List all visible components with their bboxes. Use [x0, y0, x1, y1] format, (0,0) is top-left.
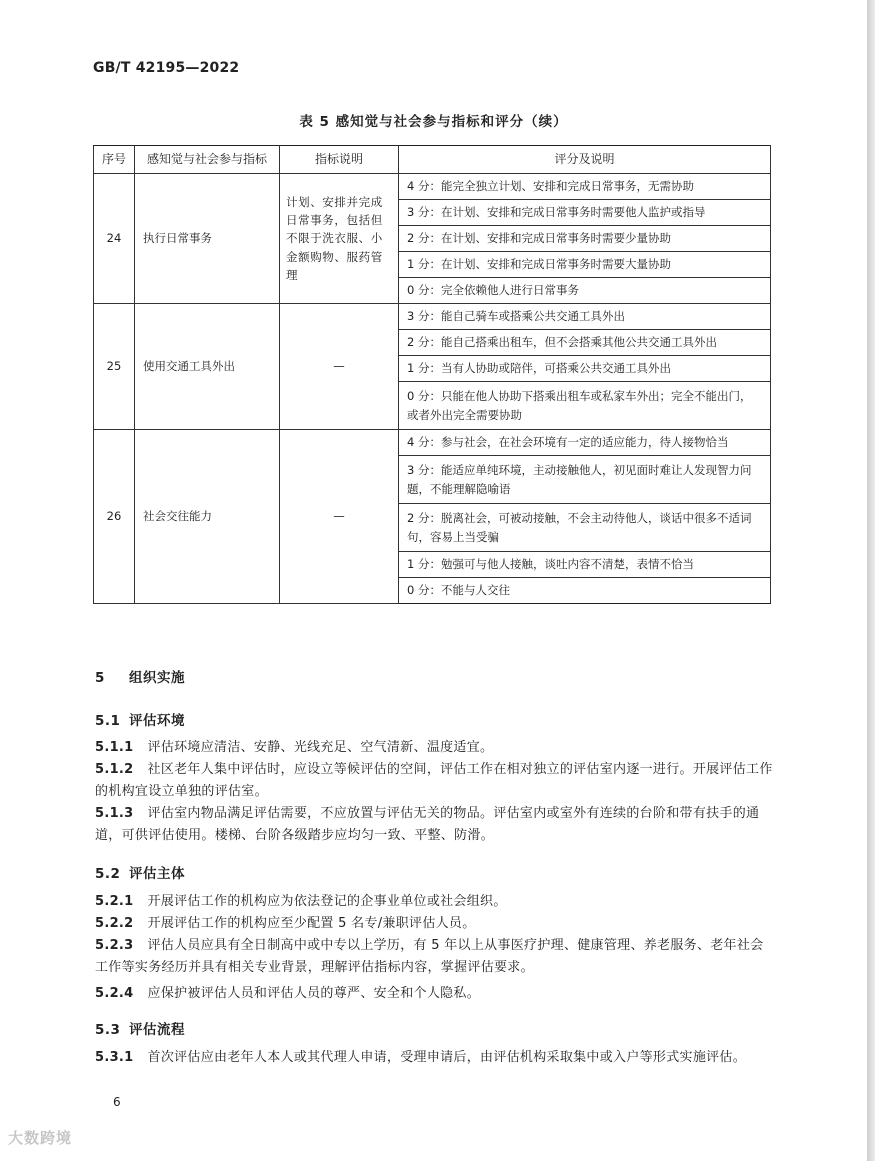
clause-text: 评估人员应具有全日制高中或中专以上学历，有 5 年以上从事医疗护理、健康管理、养老服务、老年社会工作等实务经历并具有相关专业背景，理解评估指标内容，掌握评估要求。 — [95, 938, 764, 975]
indicator-description: 计划、安排并完成日常事务，包括但不限于洗衣服、小金额购物、服药管理 — [280, 174, 399, 304]
section-title: 评估环境 — [129, 713, 185, 729]
clause-paragraph — [95, 935, 775, 979]
clause-paragraph — [95, 737, 775, 759]
clause-paragraph — [95, 803, 775, 847]
clause-paragraph — [95, 891, 775, 913]
clause-paragraph — [95, 913, 775, 935]
column-header: 序号 — [94, 146, 135, 174]
section-number: 5.2 — [95, 866, 121, 882]
clause-number: 5.1.2 — [95, 762, 134, 777]
score-item: 3 分：在计划、安排和完成日常事务时需要他人监护或指导 — [399, 200, 771, 226]
section-number: 5 — [95, 670, 105, 686]
score-item: 2 分：脱离社会，可被动接触，不会主动待他人，谈话中很多不适词句，容易上当受骗 — [399, 504, 771, 552]
clause-number: 5.3.1 — [95, 1050, 134, 1065]
column-header: 感知觉与社会参与指标 — [135, 146, 280, 174]
clause-paragraph — [95, 1047, 775, 1069]
clause-number: 5.2.3 — [95, 938, 134, 953]
clause-text: 开展评估工作的机构应为依法登记的企事业单位或社会组织。 — [147, 894, 507, 909]
score-item: 0 分：完全依赖他人进行日常事务 — [399, 278, 771, 304]
clause-paragraph — [95, 759, 775, 803]
indicator-name: 社会交往能力 — [135, 430, 280, 604]
indicator-description: — — [280, 304, 399, 430]
standard-code: GB/T 42195—2022 — [93, 60, 240, 76]
row-number: 25 — [94, 304, 135, 430]
clause-number: 5.2.1 — [95, 894, 134, 909]
column-header: 评分及说明 — [399, 146, 771, 174]
score-item: 2 分：能自己搭乘出租车，但不会搭乘其他公共交通工具外出 — [399, 330, 771, 356]
section-title: 评估流程 — [129, 1022, 185, 1038]
clause-text: 评估室内物品满足评估需要，不应放置与评估无关的物品。评估室内或室外有连续的台阶和带有扶手的通道，可供评估使用。楼梯、台阶各级踏步应均匀一致、平整、防滑。 — [95, 806, 760, 843]
table-row — [94, 304, 771, 330]
page-edge-shadow — [867, 0, 875, 1161]
score-item: 2 分：在计划、安排和完成日常事务时需要少量协助 — [399, 226, 771, 252]
clause-text: 社区老年人集中评估时，应设立等候评估的空间，评估工作在相对独立的评估室内逐一进行。开展评估工作的机构宜设立单独的评估室。 — [95, 762, 773, 799]
clause-text: 首次评估应由老年人本人或其代理人申请，受理申请后，由评估机构采取集中或入户等形式实施评估。 — [147, 1050, 747, 1065]
score-item: 4 分：能完全独立计划、安排和完成日常事务，无需协助 — [399, 174, 771, 200]
row-number: 26 — [94, 430, 135, 604]
indicator-description: — — [280, 430, 399, 604]
score-item: 0 分：只能在他人协助下搭乘出租车或私家车外出；完全不能出门，或者外出完全需要协助 — [399, 382, 771, 430]
watermark: 大数跨境 — [8, 1129, 73, 1147]
indicator-name: 执行日常事务 — [135, 174, 280, 304]
indicator-table — [93, 145, 771, 604]
column-header: 指标说明 — [280, 146, 399, 174]
section-heading — [95, 1018, 185, 1038]
score-item: 3 分：能适应单纯环境，主动接触他人，初见面时难让人发现智力问题，不能理解隐喻语 — [399, 456, 771, 504]
clause-number: 5.2.4 — [95, 986, 134, 1001]
clause-text: 开展评估工作的机构应至少配置 5 名专/兼职评估人员。 — [147, 916, 476, 931]
section-heading — [95, 709, 185, 729]
row-number: 24 — [94, 174, 135, 304]
clause-text: 应保护被评估人员和评估人员的尊严、安全和个人隐私。 — [147, 986, 481, 1001]
score-item: 1 分：当有人协助或陪伴，可搭乘公共交通工具外出 — [399, 356, 771, 382]
clause-number: 5.2.2 — [95, 916, 134, 931]
section-number: 5.3 — [95, 1022, 121, 1038]
score-item: 0 分：不能与人交往 — [399, 578, 771, 604]
table-row — [94, 430, 771, 456]
clause-number: 5.1.1 — [95, 740, 134, 755]
score-item: 4 分：参与社会，在社会环境有一定的适应能力，待人接物恰当 — [399, 430, 771, 456]
clause-text: 评估环境应清洁、安静、光线充足、空气清新、温度适宜。 — [147, 740, 494, 755]
section-heading — [95, 666, 185, 686]
score-item: 1 分：勉强可与他人接触，谈吐内容不清楚，表情不恰当 — [399, 552, 771, 578]
section-title: 组织实施 — [129, 670, 185, 686]
section-number: 5.1 — [95, 713, 121, 729]
score-item: 1 分：在计划、安排和完成日常事务时需要大量协助 — [399, 252, 771, 278]
table-header-row — [94, 146, 771, 174]
score-item: 3 分：能自己骑车或搭乘公共交通工具外出 — [399, 304, 771, 330]
section-heading — [95, 862, 185, 882]
table-row — [94, 174, 771, 200]
page-number: 6 — [113, 1095, 121, 1109]
clause-paragraph — [95, 983, 775, 1005]
indicator-name: 使用交通工具外出 — [135, 304, 280, 430]
table-title: 表 5 感知觉与社会参与指标和评分（续） — [299, 114, 568, 130]
section-title: 评估主体 — [129, 866, 185, 882]
clause-number: 5.1.3 — [95, 806, 134, 821]
